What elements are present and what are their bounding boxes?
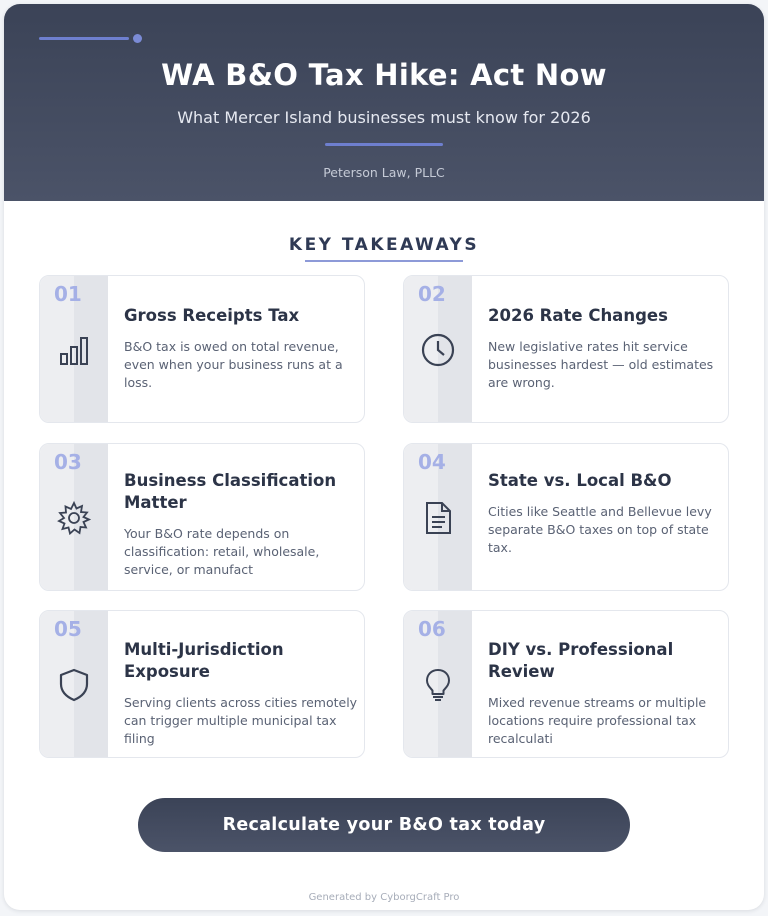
decorative-line bbox=[39, 37, 129, 40]
section-title: KEY TAKEAWAYS bbox=[288, 235, 480, 255]
takeaway-card-5 bbox=[39, 610, 365, 758]
takeaway-title: Multi-Jurisdiction Exposure bbox=[124, 640, 284, 681]
infographic-card bbox=[4, 4, 764, 910]
bar-chart-icon bbox=[56, 332, 92, 368]
page-subtitle: What Mercer Island businesses must know for 2026 bbox=[177, 108, 591, 127]
shield-icon bbox=[56, 667, 92, 703]
takeaway-title: Gross Receipts Tax bbox=[124, 306, 300, 325]
takeaway-number: 02 bbox=[418, 282, 446, 306]
section-divider bbox=[305, 260, 463, 262]
takeaway-title: DIY vs. Professional Review bbox=[488, 640, 674, 681]
takeaway-title: State vs. Local B&O bbox=[488, 471, 672, 490]
page-title: WA B&O Tax Hike: Act Now bbox=[161, 58, 607, 92]
takeaway-title: Business Classification Matter bbox=[124, 471, 337, 512]
takeaway-body: Cities like Seattle and Bellevue levy separate B&O taxes on top of state tax. bbox=[488, 504, 712, 555]
document-icon bbox=[420, 500, 456, 536]
firm-name: Peterson Law, PLLC bbox=[323, 165, 445, 180]
clock-icon bbox=[420, 332, 456, 368]
decorative-dot bbox=[133, 34, 142, 43]
takeaway-body: B&O tax is owed on total revenue, even when your business runs at a loss. bbox=[124, 339, 343, 390]
takeaway-body: New legislative rates hit service businesses hardest — old estimates are wrong. bbox=[488, 339, 714, 390]
footer-credit: Generated by CyborgCraft Pro bbox=[308, 892, 460, 903]
takeaway-card-6 bbox=[403, 610, 729, 758]
header-banner bbox=[4, 4, 764, 201]
takeaway-number: 04 bbox=[418, 450, 446, 474]
lightbulb-icon bbox=[420, 667, 456, 703]
takeaway-number: 03 bbox=[54, 450, 82, 474]
takeaway-card-3 bbox=[39, 443, 365, 591]
takeaway-card-4 bbox=[403, 443, 729, 591]
takeaway-body: Mixed revenue streams or multiple locations require professional tax recalculati bbox=[488, 695, 707, 746]
gear-icon bbox=[56, 500, 92, 536]
takeaway-card-1 bbox=[39, 275, 365, 423]
takeaway-body: Your B&O rate depends on classification: retail, wholesale, service, or manufact bbox=[124, 526, 320, 577]
subtitle-divider bbox=[325, 143, 443, 146]
takeaway-number: 06 bbox=[418, 617, 446, 641]
takeaway-title: 2026 Rate Changes bbox=[488, 306, 668, 325]
recalculate-button[interactable]: Recalculate your B&O tax today bbox=[138, 798, 630, 852]
takeaway-number: 01 bbox=[54, 282, 82, 306]
takeaway-card-2 bbox=[403, 275, 729, 423]
takeaway-body: Serving clients across cities remotely can trigger multiple municipal tax filing bbox=[124, 695, 358, 746]
takeaway-number: 05 bbox=[54, 617, 82, 641]
